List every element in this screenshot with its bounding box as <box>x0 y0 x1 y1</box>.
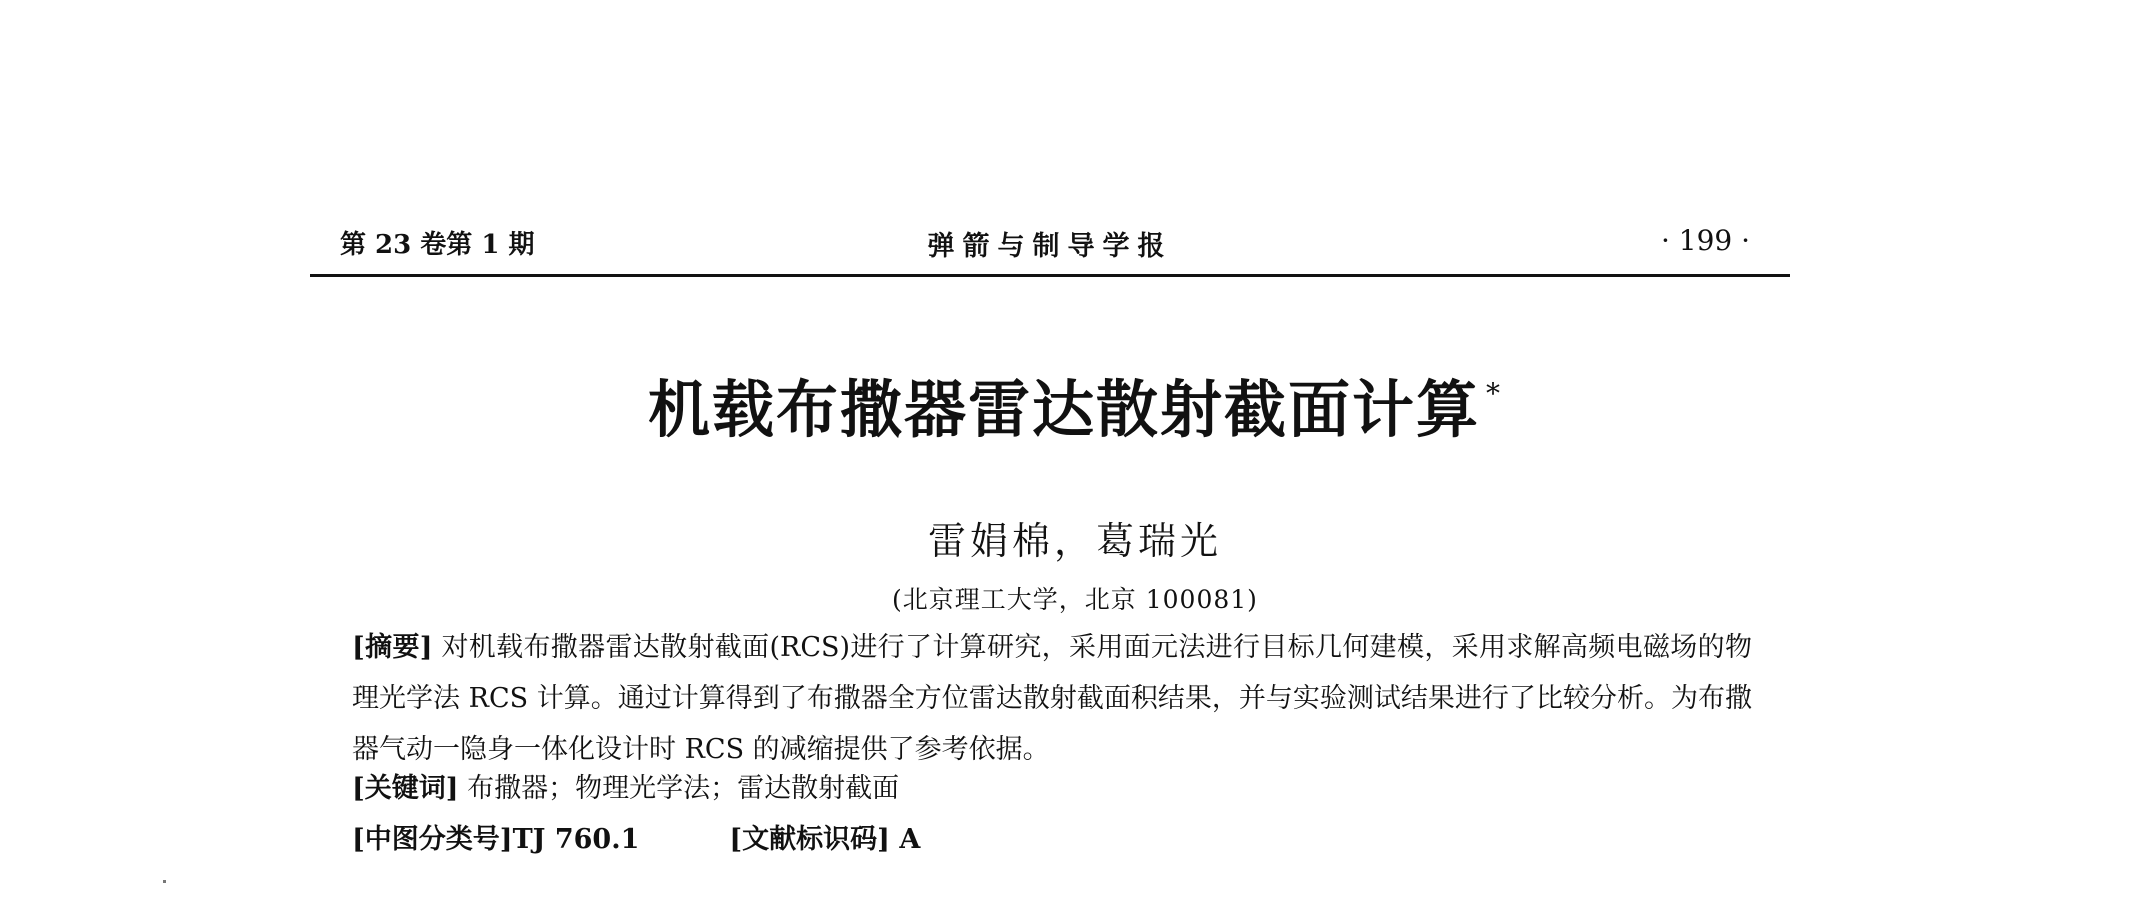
scan-speck <box>163 880 166 883</box>
abstract-text: 对机载布撒器雷达散射截面(RCS)进行了计算研究，采用面元法进行目标几何建模，采用求解高频电磁场的物理光学法 RCS 计算。通过计算得到了布撒器全方位雷达散射截面积结果，并与实验测试结果进行了比较分析。为布撒器气动一隐身一体化设计时 RCS 的减缩提供了参考依据。 <box>352 632 1752 765</box>
title-text: 机载布撒器雷达散射截面计算 <box>647 373 1480 446</box>
classification-line <box>352 817 920 856</box>
running-header <box>310 224 1790 274</box>
volume-issue: 第 23 卷第 1 期 <box>340 230 535 260</box>
clc-label: [中图分类号] <box>352 824 513 855</box>
abstract-label: [摘要] <box>352 632 433 663</box>
keywords-text: 布撒器；物理光学法；雷达散射截面 <box>467 773 900 804</box>
page-number: · 199 · <box>1660 224 1750 257</box>
author-list: 雷娟棉，葛瑞光 <box>927 519 1222 563</box>
abstract <box>352 622 1752 775</box>
keywords-label: [关键词] <box>352 773 459 804</box>
clc-value: TJ 760.1 <box>512 824 640 855</box>
title-footnote-marker: * <box>1486 377 1502 410</box>
keywords <box>352 766 899 805</box>
doc-code-label: [文献标识码] <box>729 824 890 855</box>
header-rule <box>310 274 1790 277</box>
affiliation: (北京理工大学，北京 100081) <box>892 585 1258 614</box>
doc-code-value: A <box>899 824 921 855</box>
journal-name: 弹箭与制导学报 <box>927 231 1173 262</box>
paper-title <box>0 360 2150 449</box>
